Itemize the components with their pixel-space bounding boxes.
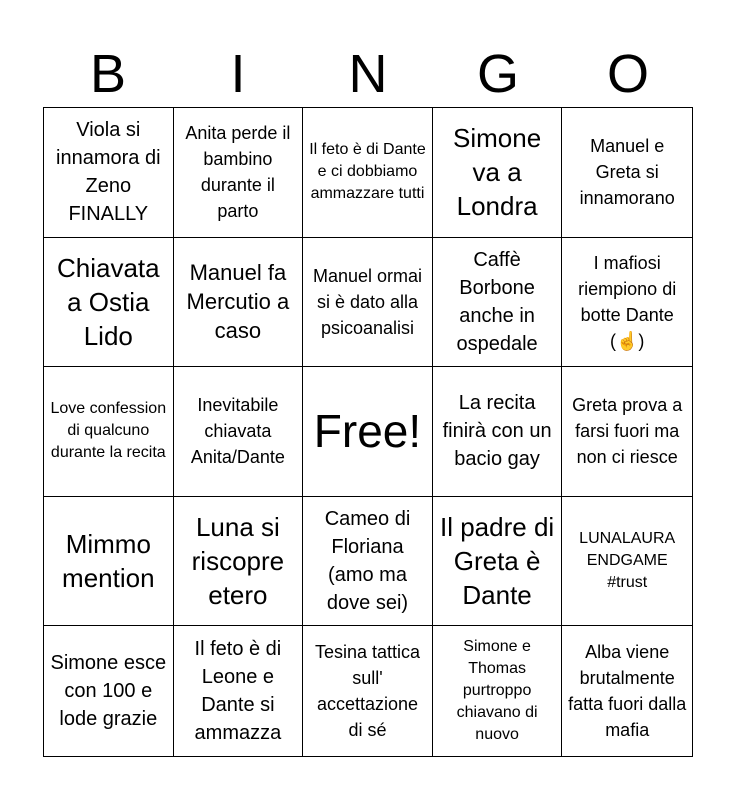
header-letter-i: I <box>230 44 246 104</box>
bingo-cell[interactable] <box>562 497 692 627</box>
bingo-cell[interactable] <box>303 238 433 368</box>
bingo-card <box>43 107 693 757</box>
cell-text: Manuel e Greta si innamorano <box>579 136 675 209</box>
cell-text: Cameo di Floriana (amo ma dove sei) <box>324 508 411 615</box>
free-space-cell[interactable] <box>303 367 433 497</box>
bingo-cell[interactable] <box>174 626 304 756</box>
bingo-cell[interactable] <box>174 497 304 627</box>
cell-text: Mimmo mention <box>62 529 155 594</box>
bingo-cell[interactable] <box>562 238 692 368</box>
cell-text: Simone e Thomas purtroppo chiavano di nuovo <box>456 638 538 744</box>
cell-text: Caffè Borbone anche in ospedale <box>456 248 538 355</box>
bingo-cell[interactable] <box>433 626 563 756</box>
bingo-cell[interactable] <box>303 497 433 627</box>
cell-text: La recita finirà con un bacio gay <box>442 392 552 471</box>
cell-text: Greta prova a farsi fuori ma non ci riesce <box>572 395 683 468</box>
cell-text: Tesina tattica sull' accettazione di sé <box>314 642 421 741</box>
cell-text: Alba viene brutalmente fatta fuori dalla mafia <box>568 642 687 741</box>
bingo-cell[interactable] <box>44 497 174 627</box>
cell-text: I mafiosi riempiono di botte Dante (☝️) <box>578 252 677 351</box>
cell-text: Simone va a Londra <box>453 123 542 222</box>
header-letter-g: G <box>476 44 519 104</box>
header-letter-b: B <box>89 44 127 104</box>
cell-text: Inevitabile chiavata Anita/Dante <box>190 395 285 468</box>
bingo-cell[interactable] <box>44 367 174 497</box>
free-space-text: Free! <box>313 405 422 458</box>
cell-text: LUNALAURA ENDGAME #trust <box>579 530 676 592</box>
bingo-cell[interactable] <box>433 108 563 238</box>
bingo-cell[interactable] <box>174 108 304 238</box>
bingo-header <box>43 40 693 108</box>
cell-text: Manuel fa Mercutio a caso <box>186 260 290 344</box>
cell-text: Manuel ormai si è dato alla psicoanalisi <box>312 265 423 338</box>
bingo-cell[interactable] <box>303 626 433 756</box>
bingo-cell[interactable] <box>44 238 174 368</box>
header-letter-o: O <box>606 44 649 104</box>
bingo-cell[interactable] <box>174 238 304 368</box>
bingo-cell[interactable] <box>433 367 563 497</box>
bingo-cell[interactable] <box>433 238 563 368</box>
bingo-cell[interactable] <box>44 108 174 238</box>
cell-text: Il feto è di Dante e ci dobbiamo ammazzare tutti <box>309 141 426 203</box>
header-letter-n: N <box>348 44 388 104</box>
cell-text: Simone esce con 100 e lode grazie <box>50 652 167 731</box>
cell-text: Anita perde il bambino durante il parto <box>185 123 291 222</box>
bingo-cell[interactable] <box>562 367 692 497</box>
cell-text: Luna si riscopre etero <box>191 512 285 611</box>
cell-text: Chiavata a Ostia Lido <box>56 252 160 351</box>
bingo-cell[interactable] <box>562 108 692 238</box>
bingo-cell[interactable] <box>174 367 304 497</box>
bingo-cell[interactable] <box>303 108 433 238</box>
cell-text: Love confession di qualcuno durante la recita <box>50 400 167 462</box>
cell-text: Il feto è di Leone e Dante si ammazza <box>194 638 282 745</box>
cell-text: Il padre di Greta è Dante <box>440 512 555 611</box>
bingo-cell[interactable] <box>433 497 563 627</box>
bingo-cell[interactable] <box>562 626 692 756</box>
cell-text: Viola si innamora di Zeno FINALLY <box>56 119 161 226</box>
bingo-cell[interactable] <box>44 626 174 756</box>
